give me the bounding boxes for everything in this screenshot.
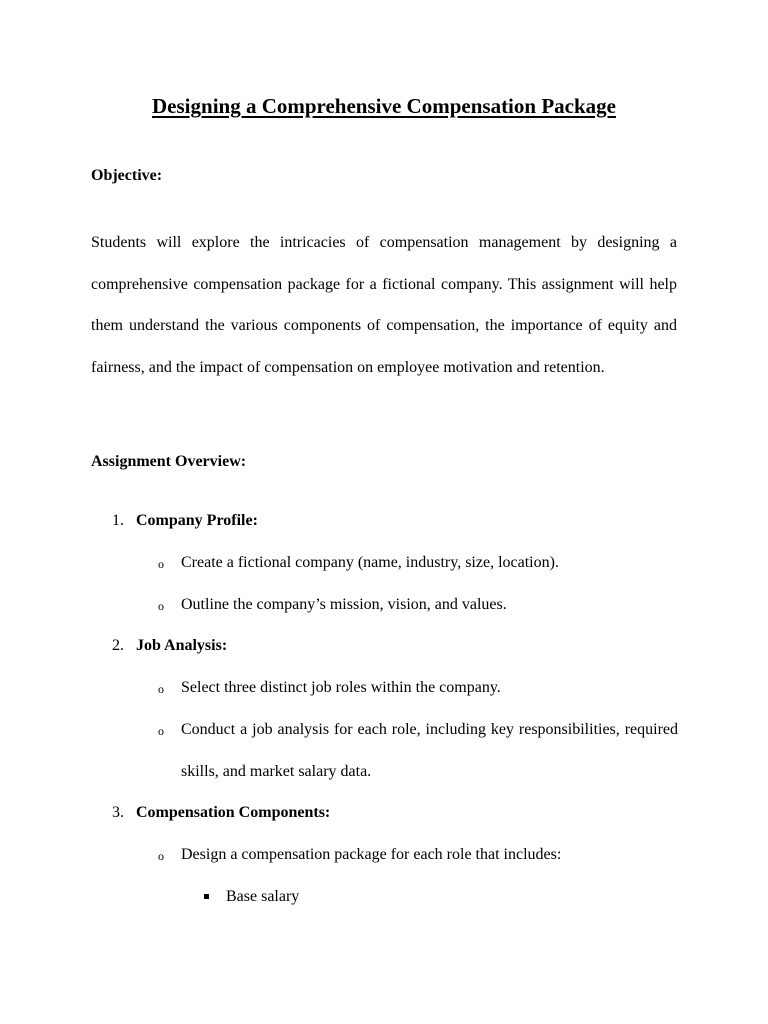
sub-list-item xyxy=(158,677,678,699)
document-title: Designing a Comprehensive Compensation Package xyxy=(152,94,616,118)
sub-sub-list-item xyxy=(204,886,299,908)
list-item-job-analysis xyxy=(112,635,227,657)
list-number: 1. xyxy=(112,512,124,529)
list-item-compensation-components xyxy=(112,802,330,824)
sub-list-item-text: Select three distinct job roles within the company. xyxy=(181,679,501,696)
sub-list-item xyxy=(158,552,678,574)
circle-bullet-icon: o xyxy=(158,599,164,613)
list-item-label: Compensation Components: xyxy=(136,804,331,821)
sub-list-item-text: Conduct a job analysis for each role, including key responsibilities, required skills, and market salary data. xyxy=(181,721,678,780)
square-bullet-icon xyxy=(204,894,209,899)
overview-heading: Assignment Overview: xyxy=(91,453,247,470)
sub-list-item xyxy=(158,719,678,792)
circle-bullet-icon: o xyxy=(158,682,164,696)
sub-list-item-text: Design a compensation package for each role that includes: xyxy=(181,846,562,863)
objective-paragraph: Students will explore the intricacies of compensation management by designing a comprehensive compensation package for a fictional company. This assignment will help them understand the various components of compensation, the importance of equity and fairness, and the impact of compensation on employee motivation and retention. xyxy=(91,234,677,376)
sub-list-item xyxy=(158,844,678,866)
circle-bullet-icon: o xyxy=(158,849,164,863)
sub-list-item-text: Outline the company’s mission, vision, and values. xyxy=(181,596,507,613)
list-item-company-profile xyxy=(112,510,258,532)
circle-bullet-icon: o xyxy=(158,557,164,571)
list-item-label: Job Analysis: xyxy=(136,637,228,654)
sub-list-item-text: Create a fictional company (name, industry, size, location). xyxy=(181,554,559,571)
objective-heading: Objective: xyxy=(91,167,163,184)
sub-list-item xyxy=(158,594,678,616)
list-number: 3. xyxy=(112,804,124,821)
list-number: 2. xyxy=(112,637,124,654)
list-item-label: Company Profile: xyxy=(136,512,258,529)
circle-bullet-icon: o xyxy=(158,724,164,738)
sub-sub-list-item-text: Base salary xyxy=(226,888,300,905)
